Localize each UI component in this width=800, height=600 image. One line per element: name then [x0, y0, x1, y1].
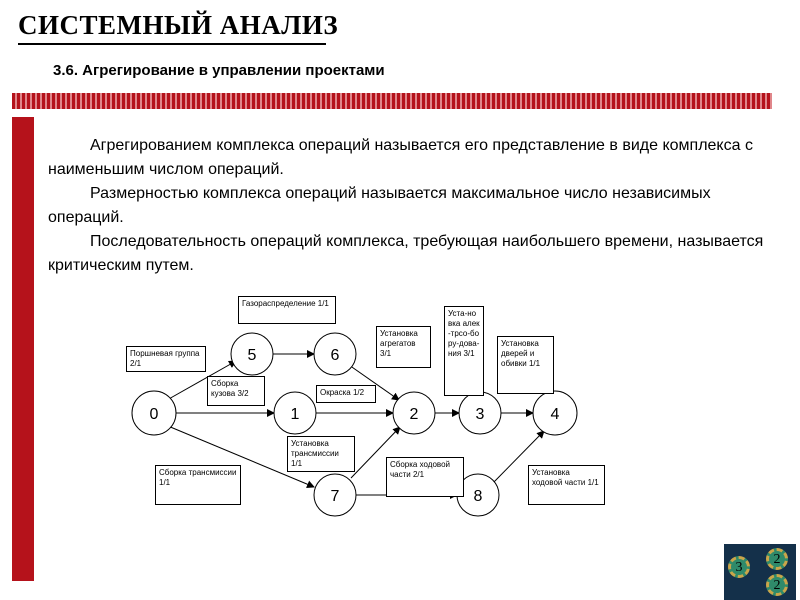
- node-0-label: 0: [149, 406, 159, 423]
- paragraph-aggregation: Агрегированием комплекса операций называется его представление в виде комплекса с наименьшим числом операций.: [48, 137, 753, 178]
- label-transmission-install: Установка трансмиссии 1/1: [287, 436, 355, 472]
- gear-icon: [766, 548, 788, 570]
- label-piston-group: Поршневая группа 2/1: [126, 346, 206, 372]
- paragraph-dimension: Размерностью комплекса операций называется максимальное число независимых операций.: [48, 185, 711, 226]
- section-subtitle: 3.6. Агрегирование в управлении проектами: [53, 62, 385, 79]
- logo-digit-a: 3: [735, 560, 743, 575]
- label-electrical-install: Уста-новка алек-трсо-бору-дова-ния 3/1: [444, 306, 484, 396]
- label-units-install: Установка агрегатов 3/1: [376, 326, 431, 368]
- node-1-label: 1: [290, 406, 300, 423]
- node-7-label: 7: [330, 488, 340, 505]
- label-chassis-build: Сборка ходовой части 2/1: [386, 457, 464, 497]
- logo-digit-b: 2: [773, 552, 781, 567]
- node-4-label: 4: [550, 406, 560, 423]
- logo-digit-c: 2: [773, 578, 781, 593]
- label-body-assembly: Сборка кузова 3/2: [207, 376, 265, 406]
- corner-logo: [724, 544, 796, 600]
- label-gas-distribution: Газораспределение 1/1: [238, 296, 336, 324]
- node-6-label: 6: [330, 347, 340, 364]
- node-3-label: 3: [475, 406, 485, 423]
- paragraph-critical-path: Последовательность операций комплекса, требующая наибольшего времени, называется критическим путем.: [48, 233, 764, 274]
- label-chassis-install: Установка ходовой части 1/1: [528, 465, 605, 505]
- node-8-label: 8: [473, 488, 483, 505]
- page-title: СИСТЕМНЫЙ АНАЛИЗ: [18, 10, 339, 40]
- node-5-label: 5: [247, 347, 257, 364]
- gear-icon: [766, 574, 788, 596]
- label-transmission-build: Сборка трансмиссии 1/1: [155, 465, 241, 505]
- gear-icon: [728, 556, 750, 578]
- label-painting: Окраска 1/2: [316, 385, 376, 403]
- label-doors-install: Установка дверей и обивки 1/1: [497, 336, 554, 394]
- node-2-label: 2: [409, 406, 419, 423]
